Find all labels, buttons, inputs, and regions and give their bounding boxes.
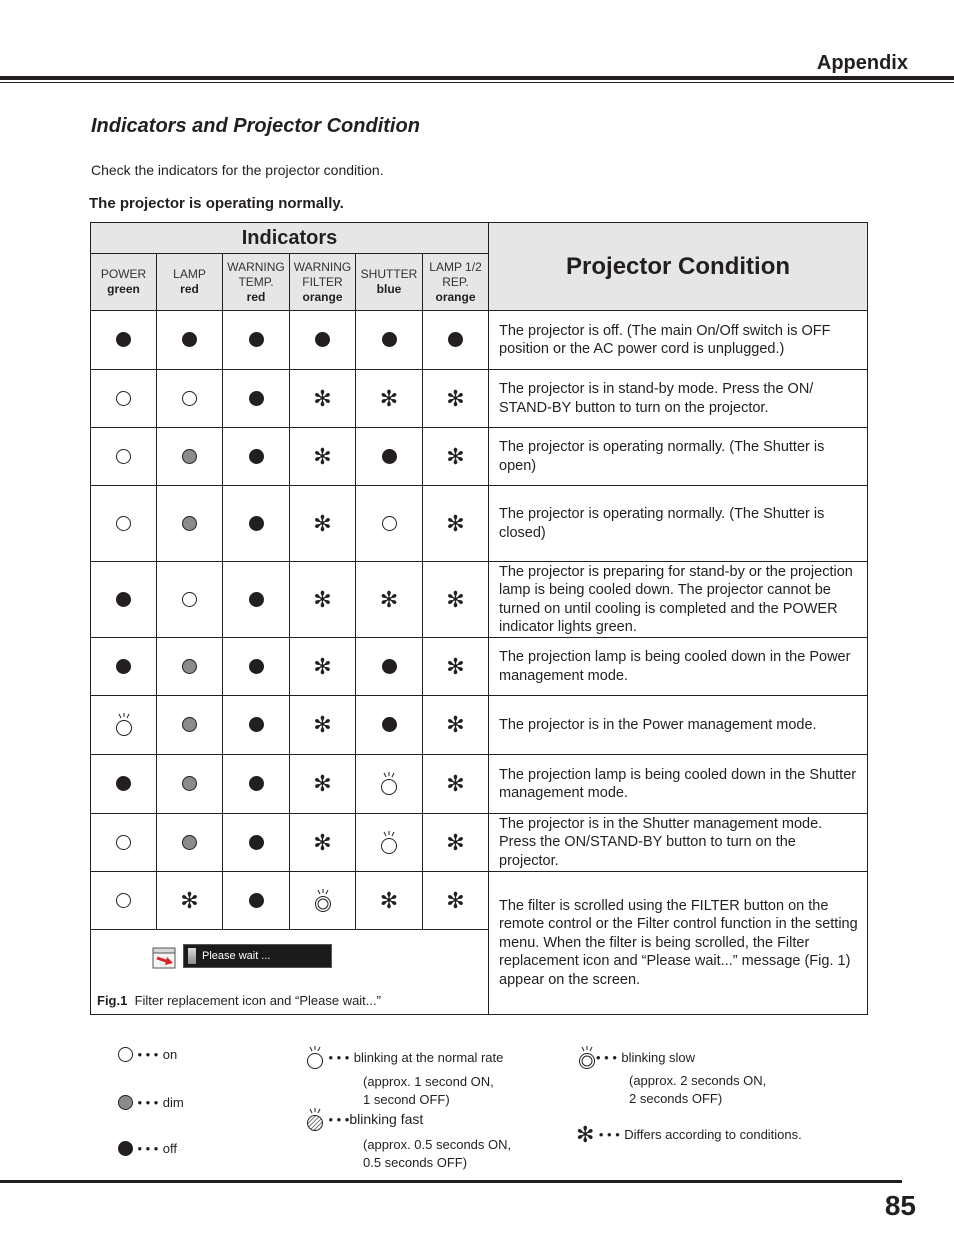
indicator-cell: [91, 311, 157, 370]
section-intro: Check the indicators for the projector condition.: [91, 162, 384, 178]
indicator-off-icon: [116, 776, 131, 791]
legend-blink-normal-label: blinking at the normal rate: [353, 1050, 504, 1066]
asterisk-icon: ✻: [313, 586, 332, 612]
indicator-on-icon: [116, 835, 131, 850]
indicator-cell: [223, 562, 290, 638]
indicator-cell: [356, 638, 423, 696]
table-row: [91, 872, 868, 930]
legend-on-icon: [118, 1047, 133, 1062]
asterisk-icon: ✻: [379, 586, 399, 612]
indicator-cell: [423, 814, 489, 872]
indicator-on-icon: [116, 449, 131, 464]
indicator-dim-icon: [182, 516, 197, 531]
asterisk-icon: ✻: [180, 887, 199, 913]
header-title: Appendix: [816, 52, 908, 74]
column-color: orange: [302, 289, 343, 304]
condition-description: The projector is off. (The main On/Off switch is OFF position or the AC power cord is unplugged.): [489, 311, 868, 370]
indicator-on-icon: [182, 391, 197, 406]
indicator-cell: [223, 638, 290, 696]
indicator-off-icon: [116, 332, 131, 347]
indicator-cell: [356, 872, 423, 930]
legend-blink-slow-sub1: (approx. 2 seconds ON,: [629, 1073, 767, 1088]
blink-normal-icon: [115, 713, 133, 737]
indicator-cell: [91, 872, 157, 930]
indicator-cell: [356, 370, 423, 428]
legend-blink-slow-label: blinking slow: [621, 1050, 696, 1066]
indicator-on-icon: [116, 516, 131, 531]
indicator-off-icon: [249, 835, 264, 850]
condition-description: The projector is operating normally. (The Shutter is open): [489, 428, 868, 486]
asterisk-icon: ✻: [379, 385, 399, 411]
indicator-off-icon: [116, 592, 131, 607]
legend-dots: • • •: [328, 1050, 350, 1066]
legend-blink-fast-sub2: 0.5 seconds OFF): [363, 1155, 468, 1170]
table-row: [91, 311, 868, 370]
indicator-cell: [91, 638, 157, 696]
indicator-cell: [223, 486, 290, 562]
indicator-cell: [290, 486, 356, 562]
blink-normal-icon: [380, 831, 398, 855]
condition-description: The filter is scrolled using the FILTER button on the remote control or the Filter control function in the setting menu. When the filter is being scrolled, the Filter replacement icon and “Please wait...” message (Fig. 1) appear on the screen.: [489, 872, 868, 1015]
asterisk-icon: ✻: [313, 712, 332, 737]
legend-blink-normal-sub2: 1 second OFF): [363, 1092, 450, 1107]
indicator-cell: [157, 638, 223, 696]
indicator-cell: [91, 370, 157, 428]
indicator-cell: [223, 696, 290, 755]
legend-on: [118, 1046, 177, 1064]
indicator-cell: [290, 370, 356, 428]
indicator-cell: [423, 311, 489, 370]
column-color: red: [246, 289, 266, 304]
table-row: [91, 428, 868, 486]
asterisk-icon: ✻: [446, 712, 465, 737]
indicator-cell: [356, 428, 423, 486]
indicator-cell: [91, 428, 157, 486]
indicator-cell: [290, 814, 356, 872]
condition-description: The projection lamp is being cooled down in the Shutter management mode.: [489, 755, 868, 814]
asterisk-icon: ✻: [313, 385, 332, 411]
indicator-off-icon: [249, 516, 264, 531]
footer-rule: [0, 1180, 902, 1183]
blink-normal-icon: [306, 1046, 324, 1070]
legend-blink-normal: [306, 1046, 503, 1070]
legend-dots: • • •: [137, 1141, 159, 1156]
indicator-cell: [157, 311, 223, 370]
header-rule-thin: [0, 82, 954, 83]
indicator-cell: [157, 486, 223, 562]
indicator-cell: [423, 696, 489, 755]
legend-blink-fast: [306, 1108, 423, 1132]
figure-caption-text: Filter replacement icon and “Please wait...”: [134, 993, 381, 1008]
legend-dots: • • •: [596, 1050, 617, 1066]
indicator-off-icon: [249, 592, 264, 607]
blink-slow-icon: [578, 1046, 596, 1070]
indicator-cell: [290, 428, 356, 486]
indicator-on-icon: [116, 391, 131, 406]
indicator-cell: [290, 638, 356, 696]
column-header: [423, 254, 489, 311]
asterisk-icon: ✻: [446, 829, 465, 855]
column-color: orange: [435, 289, 476, 304]
indicator-cell: [157, 428, 223, 486]
table-row: [91, 562, 868, 638]
indicator-off-icon: [382, 659, 397, 674]
indicator-cell: [91, 562, 157, 638]
legend-dim: [118, 1094, 184, 1112]
figure-caption: [97, 993, 381, 1008]
indicator-cell: [223, 872, 290, 930]
indicator-cell: [290, 755, 356, 814]
please-wait-box: [183, 944, 332, 968]
indicator-off-icon: [249, 449, 264, 464]
column-name: WARNING FILTER: [293, 259, 352, 289]
column-color: green: [107, 282, 140, 296]
indicator-cell: [91, 486, 157, 562]
column-name: WARNING TEMP.: [227, 259, 285, 289]
indicator-off-icon: [382, 332, 397, 347]
please-wait-text: Please wait ...: [202, 950, 271, 962]
legend-dots: • • •: [137, 1095, 159, 1110]
indicator-off-icon: [182, 332, 197, 347]
asterisk-icon: ✻: [446, 385, 465, 411]
asterisk-icon: ✻: [313, 510, 332, 536]
legend-blink-slow: [578, 1046, 695, 1070]
column-color: blue: [376, 282, 402, 296]
column-name: LAMP 1/2 REP.: [429, 259, 482, 289]
indicator-dim-icon: [182, 776, 197, 791]
column-name: POWER: [100, 267, 147, 281]
indicator-off-icon: [249, 659, 264, 674]
asterisk-icon: ✻: [446, 887, 465, 913]
legend-blink-normal-sub1: (approx. 1 second ON,: [363, 1074, 494, 1089]
indicator-table: [90, 222, 868, 1015]
condition-description: The projector is operating normally. (The Shutter is closed): [489, 486, 868, 562]
indicator-cell: [91, 696, 157, 755]
indicator-cell: [290, 311, 356, 370]
indicator-cell: [223, 755, 290, 814]
indicator-cell: [356, 486, 423, 562]
column-header: [91, 254, 157, 311]
indicator-cell: [423, 486, 489, 562]
legend-differs-label: Differs according to conditions.: [624, 1127, 802, 1143]
legend-dim-label: dim: [162, 1095, 184, 1110]
blink-fast-icon: [306, 1108, 324, 1132]
indicator-cell: [423, 872, 489, 930]
indicator-off-icon: [249, 391, 264, 406]
filter-replacement-icon: [151, 944, 179, 977]
legend-dots: • • •: [598, 1127, 620, 1143]
indicator-cell: [157, 872, 223, 930]
indicator-off-icon: [249, 717, 264, 732]
indicator-off-icon: [315, 332, 330, 347]
table-row: [91, 370, 868, 428]
indicator-off-icon: [382, 449, 397, 464]
indicator-cell: [157, 814, 223, 872]
indicator-cell: [157, 370, 223, 428]
table-row: [91, 696, 868, 755]
column-header: [290, 254, 356, 311]
indicator-cell: [223, 428, 290, 486]
figure-cell: [91, 930, 489, 1015]
figure-label: Fig.1: [97, 993, 128, 1008]
condition-description: The projector is in stand-by mode. Press the ON/ STAND-BY button to turn on the projector.: [489, 370, 868, 428]
indicator-cell: [423, 755, 489, 814]
legend-off: [118, 1140, 177, 1158]
indicator-on-icon: [382, 516, 397, 531]
legend-dim-icon: [118, 1095, 133, 1110]
asterisk-icon: ✻: [576, 1122, 595, 1147]
asterisk-icon: ✻: [446, 771, 465, 796]
table-row: [91, 486, 868, 562]
asterisk-icon: ✻: [446, 653, 465, 679]
indicator-cell: [157, 755, 223, 814]
indicator-cell: [223, 814, 290, 872]
table-row: [91, 755, 868, 814]
legend-dots: • • •: [137, 1047, 159, 1062]
indicator-off-icon: [249, 893, 264, 908]
blink-normal-icon: [380, 772, 398, 796]
indicator-off-icon: [382, 717, 397, 732]
page-number: 85: [884, 1190, 916, 1221]
legend-off-label: off: [162, 1141, 178, 1156]
indicator-cell: [91, 755, 157, 814]
condition-description: The projection lamp is being cooled down in the Power management mode.: [489, 638, 868, 696]
asterisk-icon: ✻: [379, 887, 399, 913]
indicator-dim-icon: [182, 835, 197, 850]
asterisk-icon: ✻: [313, 653, 332, 679]
indicator-cell: [356, 755, 423, 814]
indicator-cell: [91, 814, 157, 872]
indicator-cell: [290, 696, 356, 755]
column-name: SHUTTER: [360, 267, 418, 281]
legend-blink-fast-sub1: (approx. 0.5 seconds ON,: [363, 1137, 512, 1152]
column-header: [157, 254, 223, 311]
indicator-dim-icon: [182, 449, 197, 464]
indicator-cell: [356, 696, 423, 755]
indicator-cell: [290, 872, 356, 930]
legend-blink-slow-sub2: 2 seconds OFF): [629, 1091, 723, 1106]
asterisk-icon: ✻: [313, 443, 332, 469]
indicator-off-icon: [448, 332, 463, 347]
legend-differs: [576, 1124, 802, 1146]
asterisk-icon: ✻: [446, 586, 465, 612]
column-header: [356, 254, 423, 311]
legend-blink-fast-label: blinking fast: [349, 1111, 424, 1128]
section-subhead: The projector is operating normally.: [89, 195, 344, 212]
indicator-cell: [423, 562, 489, 638]
indicator-on-icon: [116, 893, 131, 908]
table-row: [91, 814, 868, 872]
indicator-dim-icon: [182, 659, 197, 674]
indicator-cell: [356, 562, 423, 638]
indicator-cell: [423, 370, 489, 428]
blink-slow-icon: [314, 889, 332, 913]
column-header: [223, 254, 290, 311]
legend-on-label: on: [162, 1047, 178, 1062]
indicator-off-icon: [116, 659, 131, 674]
header-rule: [0, 76, 954, 80]
asterisk-icon: ✻: [313, 771, 332, 796]
section-title: Indicators and Projector Condition: [91, 115, 420, 137]
indicator-cell: [157, 562, 223, 638]
condition-header: Projector Condition: [489, 223, 868, 311]
condition-description: The projector is preparing for stand-by or the projection lamp is being cooled down. The projector cannot be turned on until cooling is completed and the POWER indicator lights green.: [489, 562, 868, 638]
indicator-dim-icon: [182, 717, 197, 732]
asterisk-icon: ✻: [446, 443, 465, 469]
hourglass-icon: [188, 948, 196, 964]
column-color: red: [180, 282, 199, 296]
indicator-cell: [223, 370, 290, 428]
indicator-cell: [356, 814, 423, 872]
asterisk-icon: ✻: [313, 829, 332, 855]
indicator-cell: [423, 638, 489, 696]
indicator-cell: [157, 696, 223, 755]
condition-description: The projector is in the Shutter management mode. Press the ON/STAND-BY button to turn on the projector.: [489, 814, 868, 872]
legend-dots: • • •: [328, 1112, 350, 1128]
column-name: LAMP: [173, 267, 206, 281]
table-row: [91, 638, 868, 696]
condition-description: The projector is in the Power management mode.: [489, 696, 868, 755]
asterisk-icon: ✻: [446, 510, 465, 536]
legend-off-icon: [118, 1141, 133, 1156]
indicator-off-icon: [249, 776, 264, 791]
indicator-cell: [423, 428, 489, 486]
indicators-header: Indicators: [91, 223, 489, 254]
indicator-cell: [290, 562, 356, 638]
indicator-cell: [356, 311, 423, 370]
indicator-off-icon: [249, 332, 264, 347]
indicator-cell: [223, 311, 290, 370]
indicator-on-icon: [182, 592, 197, 607]
